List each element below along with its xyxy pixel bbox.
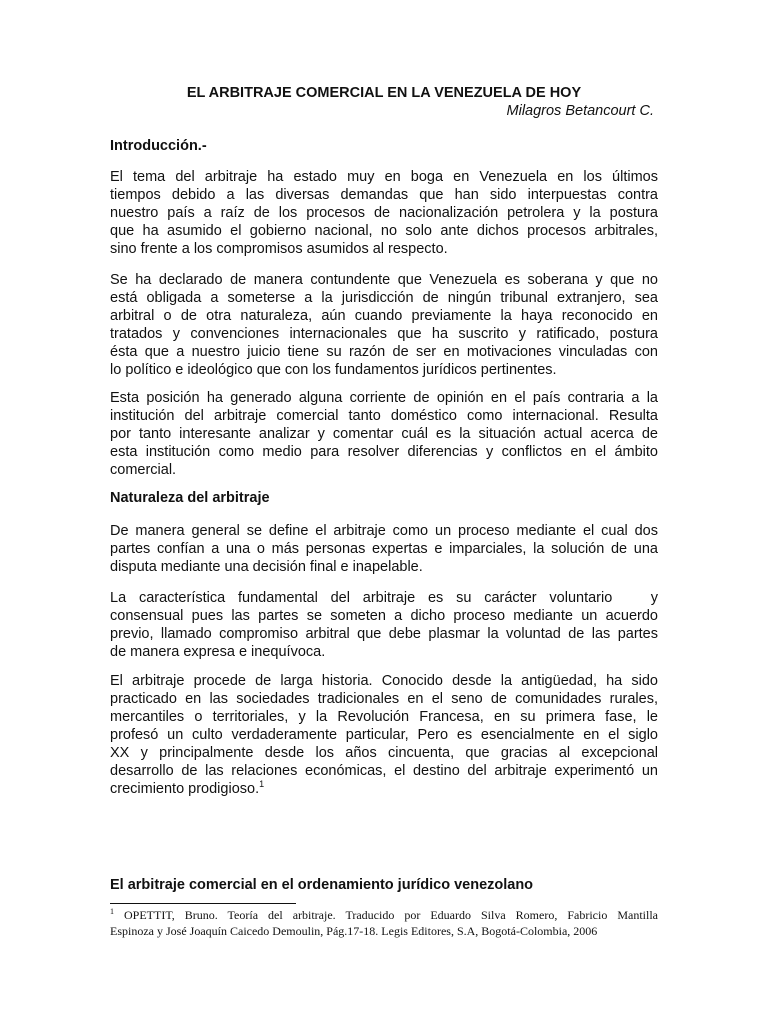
paragraph-line: ésta que a nuestro juicio tiene su razón de ser en motivaciones vinculadas con	[110, 344, 658, 360]
paragraph-line: institución del arbitraje comercial tanto doméstico como internacional. Resulta	[110, 408, 658, 424]
paragraph-line: sino frente a los compromisos asumidos al respecto.	[110, 241, 448, 257]
footnote-separator	[110, 903, 296, 904]
paragraph-line: lo político e ideológico que con los fundamentos jurídicos pertinentes.	[110, 362, 557, 378]
paragraph-line: mercantiles o territoriales, y la Revolución Francesa, en su primera fase, le	[110, 709, 658, 725]
footnote	[110, 907, 658, 939]
paragraph-line: tratados y convenciones internacionales que ha suscrito y ratificado, postura	[110, 326, 658, 342]
paragraph-line: practicado en las sociedades tradicionales en el seno de comunidades rurales,	[110, 691, 658, 707]
paragraph-line: De manera general se define el arbitraje como un proceso mediante el cual dos	[110, 523, 658, 539]
paragraph-1	[110, 168, 658, 258]
document-author: Milagros Betancourt C.	[506, 103, 654, 119]
section-heading-ordenamiento: El arbitraje comercial en el ordenamiento jurídico venezolano	[110, 877, 534, 893]
paragraph-line: tiempos debido a las diversas demandas que han sido interpuestas contra	[110, 187, 658, 203]
footnote-reference[interactable]: 1	[259, 779, 265, 789]
paragraph-line: nuestro país a raíz de los procesos de nacionalización petrolera y la postura	[110, 205, 658, 221]
paragraph-line: Se ha declarado de manera contundente que Venezuela es soberana y que no	[110, 272, 658, 288]
paragraph-line: partes confían a una o más personas expertas e imparciales, la solución de una	[110, 541, 658, 557]
paragraph-line: profesó un culto verdaderamente particular, Pero es esencialmente en el siglo	[110, 727, 658, 743]
paragraph-5	[110, 589, 658, 661]
paragraph-line: previo, llamado compromiso arbitral que debe plasmar la voluntad de las partes	[110, 626, 658, 642]
paragraph-line: Esta posición ha generado alguna corriente de opinión en el país contraria a la	[110, 390, 658, 406]
paragraph-line: El tema del arbitraje ha estado muy en boga en Venezuela en los últimos	[110, 169, 658, 185]
paragraph-line: XX y principalmente desde los años cincuenta, que gracias al excepcional	[110, 745, 658, 761]
footnote-line: Espinoza y José Joaquín Caicedo Demoulin, Pág.17-18. Legis Editores, S.A, Bogotá-Colombia, 2006	[110, 924, 598, 938]
paragraph-line: El arbitraje procede de larga historia. Conocido desde la antigüedad, ha sido	[110, 673, 658, 689]
paragraph-6	[110, 672, 658, 798]
paragraph-line: comercial.	[110, 462, 177, 478]
paragraph-line: está obligada a someterse a la jurisdicción de ningún tribunal extranjero, sea	[110, 290, 658, 306]
paragraph-2	[110, 271, 658, 379]
footnote-number: 1	[110, 907, 114, 916]
paragraph-line: disputa mediante una decisión final e inapelable.	[110, 559, 423, 575]
paragraph-line: que ha asumido el gobierno nacional, no solo ante dichos procesos arbitrales,	[110, 223, 658, 239]
paragraph-line: de manera expresa e inequívoca.	[110, 644, 326, 660]
document-title: EL ARBITRAJE COMERCIAL EN LA VENEZUELA DE HOY	[186, 85, 582, 101]
paragraph-4	[110, 522, 658, 576]
paragraph-line: arbitral o de otra naturaleza, aún cuando previamente la haya reconocido en	[110, 308, 658, 324]
footnote-text: OPETTIT, Bruno. Teoría del arbitraje. Traducido por Eduardo Silva Romero, Fabricio Mantilla	[114, 908, 658, 922]
paragraph-line: esta institución como medio para resolver diferencias y conflictos en el ámbito	[110, 444, 658, 460]
paragraph-3	[110, 389, 658, 479]
paragraph-line: La característica fundamental del arbitraje es su carácter voluntario y	[110, 590, 658, 606]
paragraph-line	[110, 780, 658, 798]
paragraph-line: consensual pues las partes se someten a dicho proceso mediante un acuerdo	[110, 608, 658, 624]
section-heading-introduction: Introducción.-	[110, 138, 207, 154]
footnote-line	[110, 907, 658, 923]
paragraph-text: crecimiento prodigioso.	[110, 781, 260, 797]
section-heading-naturaleza: Naturaleza del arbitraje	[110, 490, 270, 506]
paragraph-line: desarrollo de las relaciones económicas, el destino del arbitraje experimentó un	[110, 763, 658, 779]
paragraph-line: por tanto interesante analizar y comentar cuál es la situación actual acerca de	[110, 426, 658, 442]
